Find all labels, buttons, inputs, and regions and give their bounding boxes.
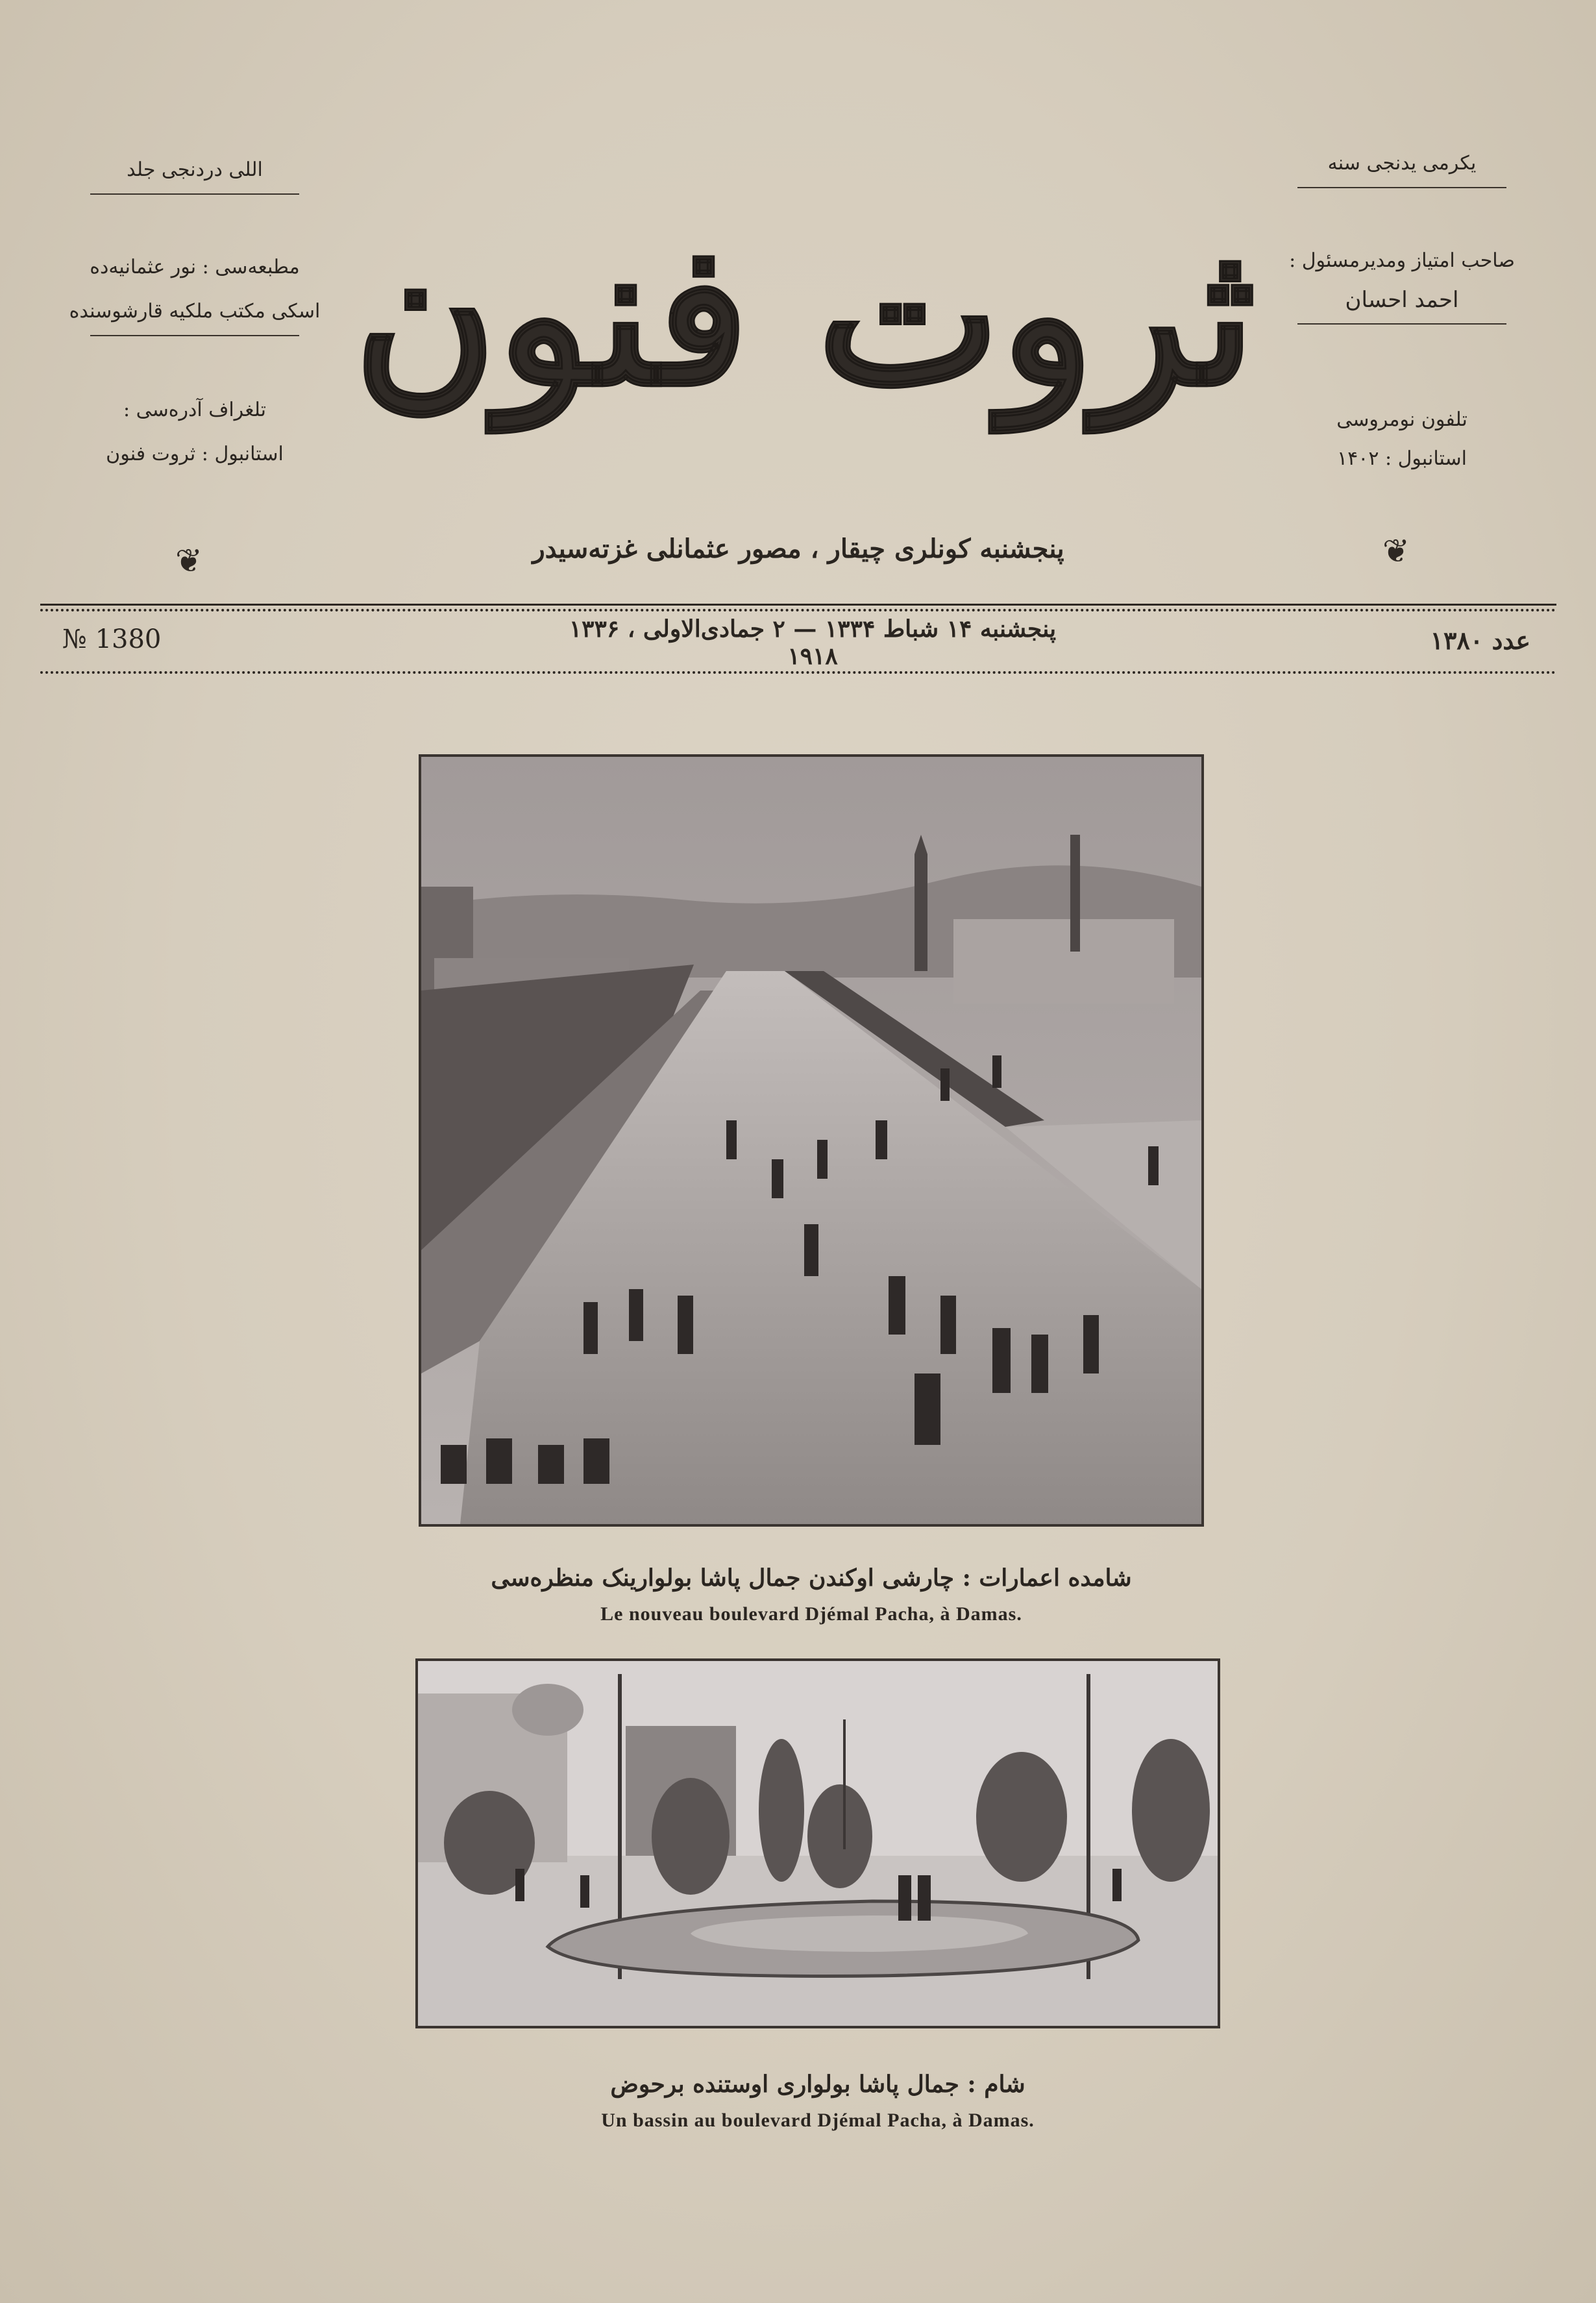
issue-bar-bottom-dots bbox=[40, 671, 1556, 674]
masthead-logo bbox=[354, 123, 1256, 461]
issue-number-arabic: عدد ۱۳۸۰ bbox=[1430, 626, 1530, 655]
issue-date-line-2: ۱۹۱۸ bbox=[787, 643, 838, 670]
issue-bar-top-rule bbox=[40, 604, 1556, 606]
owner-line-1: صاحب امتیاز ومدیرمسئول : bbox=[1289, 249, 1515, 272]
left-divider-2 bbox=[90, 335, 299, 336]
telegraph-line-1: تلغراف آدره‌سی : bbox=[123, 399, 266, 421]
left-ornament-icon: ❦ bbox=[175, 542, 203, 580]
phone-line-2: استانبول : ۱۴۰۲ bbox=[1337, 447, 1467, 470]
left-divider-1 bbox=[90, 193, 299, 195]
masthead-title: ثروت فنون bbox=[354, 200, 1256, 429]
telegraph-info bbox=[45, 396, 344, 469]
year-label: یکرمی یدنجی سنه bbox=[1327, 152, 1477, 175]
owner-info bbox=[1253, 247, 1551, 334]
fountain-photo-image bbox=[418, 1661, 1218, 2026]
issue-number-latin: № 1380 bbox=[62, 624, 162, 654]
photo1-caption-french: Le nouveau boulevard Djémal Pacha, à Damas. bbox=[600, 1603, 1022, 1625]
photo2-caption-french: Un bassin au boulevard Djémal Pacha, à Damas. bbox=[601, 2110, 1035, 2131]
issue-date bbox=[456, 615, 1170, 670]
phone-line-1: تلفون نومروسی bbox=[1336, 408, 1467, 431]
fountain-photo bbox=[415, 1658, 1220, 2028]
right-divider-2 bbox=[1297, 323, 1506, 325]
photo2-caption-ottoman: شام : جمال پاشا بولواری اوستنده برحوض bbox=[610, 2071, 1025, 2098]
press-line-2: اسکی مکتب ملکیه قارشوسنده bbox=[69, 300, 321, 323]
issue-bar-top-dots bbox=[40, 609, 1556, 611]
photo1-caption-ottoman: شامده اعمارات : چارشی اوکندن جمال پاشا بولوارینک منظره‌سی bbox=[491, 1564, 1132, 1592]
left-header-column bbox=[45, 156, 344, 204]
owner-line-2: احمد احسان bbox=[1345, 287, 1459, 313]
boulevard-photo-image bbox=[421, 757, 1201, 1524]
right-divider-1 bbox=[1297, 187, 1506, 188]
issue-bar bbox=[40, 615, 1556, 670]
telegraph-line-2: استانبول : ثروت فنون bbox=[106, 443, 284, 465]
right-header-column bbox=[1253, 149, 1551, 197]
phone-info bbox=[1253, 406, 1551, 473]
issue-date-line-1: پنجشنبه ۱۴ شباط ۱۳۳۴ — ۲ جمادی‌الاولی ، ۱۳۳۶ bbox=[569, 615, 1057, 643]
right-ornament-icon: ❦ bbox=[1382, 532, 1410, 570]
volume-label: اللی دردنجی جلد bbox=[127, 158, 263, 181]
boulevard-photo bbox=[419, 754, 1204, 1527]
press-line-1: مطبعه‌سی : نور عثمانیه‌ده bbox=[90, 256, 300, 278]
press-info bbox=[45, 253, 344, 345]
masthead-subtitle: پنجشنبه کونلری چیقار ، مصور عثمانلی غزته‌سیدر bbox=[532, 534, 1064, 564]
